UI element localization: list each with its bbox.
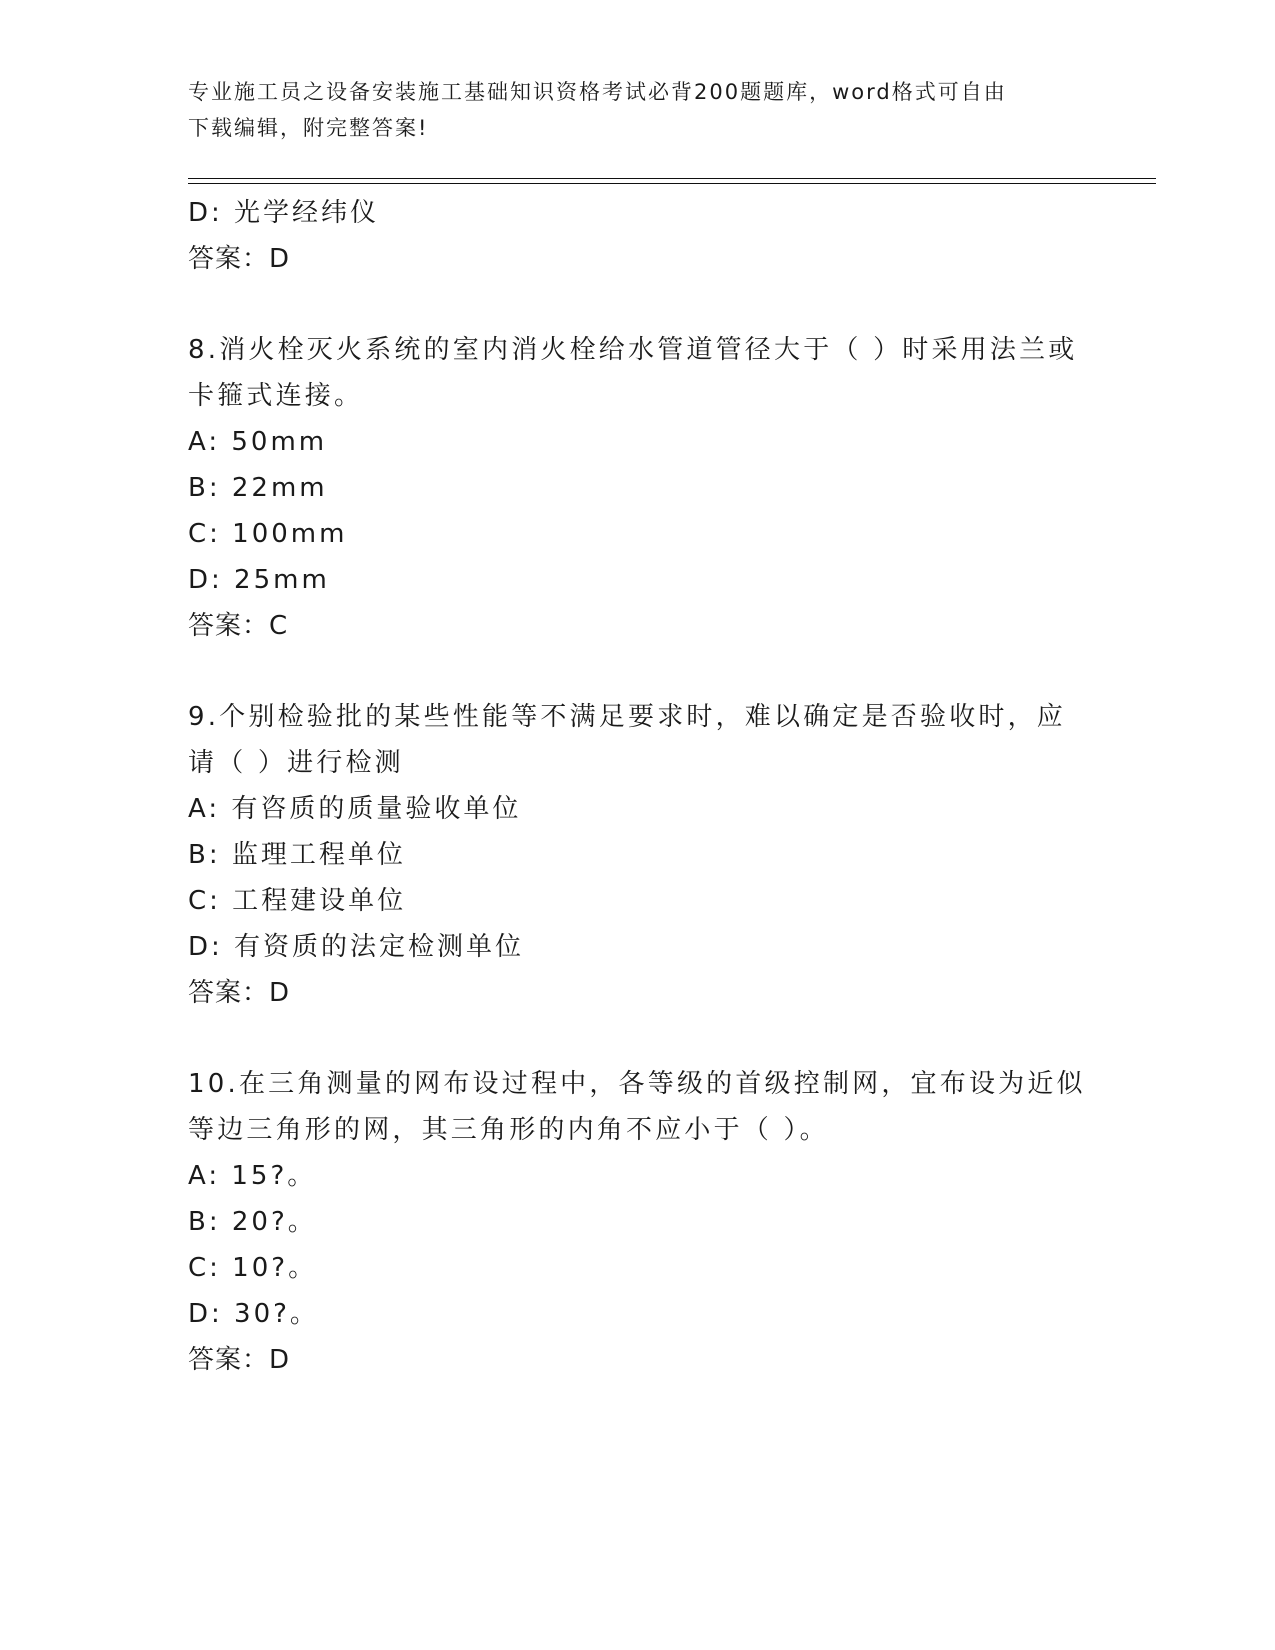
option-b: B: 监理工程单位	[188, 840, 406, 870]
question-text-line-1: 8.消火栓灭火系统的室内消火栓给水管道管径大于（ ）时采用法兰或	[188, 335, 1078, 365]
header-rule-top	[188, 178, 1156, 179]
question-9	[188, 694, 1088, 1016]
document-header	[188, 74, 1068, 146]
question-text-line-2: 卡箍式连接。	[188, 381, 364, 411]
question-8	[188, 327, 1088, 649]
option-a: A: 50mm	[188, 427, 328, 457]
answer: 答案：D	[188, 978, 291, 1008]
option-c: C: 10?。	[188, 1253, 318, 1283]
prev-option-d: D: 光学经纬仪	[188, 198, 380, 228]
question-text-line-2: 请（ ）进行检测	[188, 748, 404, 778]
header-line-2: 下载编辑，附完整答案!	[188, 116, 429, 140]
option-a: A: 有咨质的质量验收单位	[188, 794, 522, 824]
option-d: D: 30?。	[188, 1299, 319, 1329]
prev-answer: 答案：D	[188, 244, 291, 274]
question-list	[188, 190, 1088, 1383]
answer: 答案：C	[188, 611, 289, 641]
header-rule-bottom	[188, 183, 1156, 184]
option-c: C: 100mm	[188, 519, 348, 549]
question-text-line-1: 9.个别检验批的某些性能等不满足要求时，难以确定是否验收时，应	[188, 702, 1067, 732]
question-10	[188, 1061, 1088, 1383]
option-c: C: 工程建设单位	[188, 886, 407, 916]
question-text-line-2: 等边三角形的网，其三角形的内角不应小于（ ）。	[188, 1115, 829, 1145]
option-d: D: 25mm	[188, 565, 330, 595]
header-line-1: 专业施工员之设备安装施工基础知识资格考试必背200题题库，word格式可自由	[188, 80, 1007, 104]
option-d: D: 有资质的法定检测单位	[188, 932, 525, 962]
option-b: B: 20?。	[188, 1207, 317, 1237]
question-text-line-1: 10.在三角测量的网布设过程中，各等级的首级控制网，宜布设为近似	[188, 1069, 1086, 1099]
answer: 答案：D	[188, 1345, 291, 1375]
option-b: B: 22mm	[188, 473, 328, 503]
option-a: A: 15?。	[188, 1161, 317, 1191]
